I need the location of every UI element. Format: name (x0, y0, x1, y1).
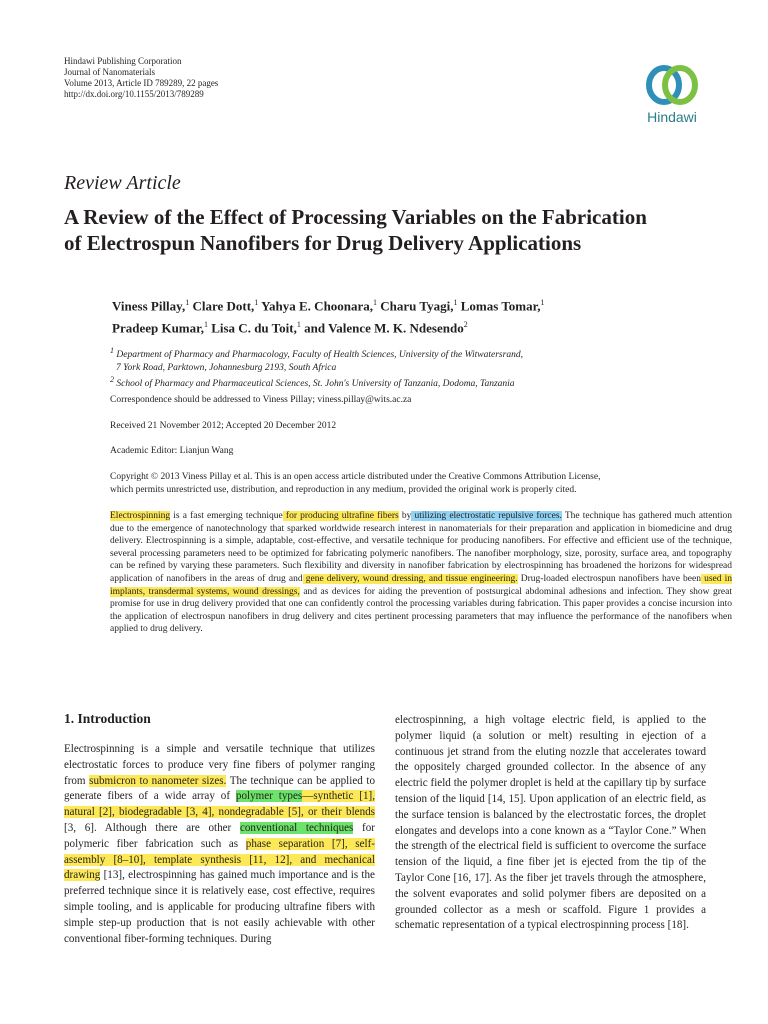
author: and Valence M. K. Ndesendo (300, 320, 464, 336)
author: Yahya E. Choonara, (258, 298, 374, 314)
received-dates: Received 21 November 2012; Accepted 20 December 2012 (110, 421, 337, 431)
highlight: utilizing electrostatic repulsive forces. (411, 511, 562, 521)
authors-line-1: Viness Pillay,$^1$ Clare Dott,$^1$ Yahya E. Choonara,$^1$ Charu Tyagi,$^1$ Lomas Tomar,$^1$ (112, 298, 545, 314)
author: Charu Tyagi, (377, 298, 454, 314)
highlight: for producing ultrafine fibers (282, 511, 399, 521)
academic-editor: Academic Editor: Lianjun Wang (110, 446, 234, 456)
hindawi-logo-text: Hindawi (647, 109, 697, 125)
highlight: phase separation [7], self-assembly [8–10], template synthesis [11, 12], and mechanical drawing (64, 837, 375, 882)
article-title (64, 204, 724, 256)
affiliation-2: $^2$ School of Pharmacy and Pharmaceutical Sciences, St. John's University of Tanzania, Dodoma, Tanzania (110, 375, 515, 390)
highlight: conventional techniques (239, 821, 354, 834)
article-type: Review Article (64, 172, 181, 194)
hindawi-logo[interactable] (636, 62, 708, 125)
doi-link[interactable]: http://dx.doi.org/10.1155/2013/789289 (64, 89, 204, 99)
highlight: submicron to nanometer sizes. (89, 774, 227, 787)
author: Lisa C. du Toit, (207, 320, 297, 336)
affiliation-1-address: 7 York Road, Parktown, Johannesburg 2193, South Africa (116, 362, 337, 373)
correspondence: Correspondence should be addressed to Viness Pillay; viness.pillay@wits.ac.za (110, 395, 412, 405)
author: Viness Pillay, (112, 298, 186, 314)
copyright-notice: Copyright © 2013 Viness Pillay et al. This is an open access article distributed under the Creative Commons Attribution License, which permits unrestricted use, distribution, and reproduction in any medium, provided the original work is properly cited. (110, 472, 601, 495)
author: Pradeep Kumar, (112, 320, 204, 336)
affiliations (110, 345, 670, 391)
volume-info: Volume 2013, Article ID 789289, 22 pages (64, 78, 219, 88)
highlight: used in implants, transdermal systems, wound dressings, (110, 573, 732, 597)
hindawi-logo-icon (642, 62, 702, 108)
abstract: Electrospinning is a fast emerging technique for producing ultrafine fibers by utilizing electrostatic repulsive forces. The technique has gathered much attention due to the emergence of nanotechnology that sparked worldwide research interest in nanomaterials for their preparation and application in biomedicine and drug delivery. Electrospinning is a simple, adaptable, cost-effective, and versatile technique for producing nanofibers. For effective and efficient use of the technique, several processing parameters need to be optimized for fabricating polymeric nanofibers. The nanofiber morphology, size, porosity, surface area, and topography can be refined by varying these parameters. Such flexibility and diversity in nanofiber fabrication by electrospinning has broadened the horizons for widespread application of nanofibers in the areas of drug and gene delivery, wound dressing, and tissue engineering. Drug-loaded electrospun nanofibers have been used in implants, transdermal systems, wound dressings, and as devices for aiding the prevention of postsurgical abdominal adhesions and infection. They show great promise for use in drug delivery provided that one can confidently control the processing variables during fabrication. This paper provides a concise incursion into the application of electrospun nanofibers in drug delivery and cites pertinent processing parameters that may influence the performance of the nanofibers when applied to drug delivery. (110, 511, 732, 635)
highlight: Electrospinning (110, 511, 171, 521)
journal-name: Journal of Nanomaterials (64, 67, 155, 77)
title-line-1: A Review of the Effect of Processing Variables on the Fabrication (64, 205, 647, 229)
affiliation-1: $^1$ Department of Pharmacy and Pharmacology, Faculty of Health Sciences, University of the Witwatersrand, (110, 346, 523, 361)
section-heading-introduction: 1. Introduction (64, 711, 151, 726)
highlight: polymer types (235, 790, 303, 803)
intro-column-2: electrospinning, a high voltage electric field, is applied to the polymer liquid (a solution or melt) resulting in ejection of a continuous jet strand from the eluting nozzle that accelerates toward the oppositely charged grounded collector. In the absence of any electric field the polymer droplet is held at the capillary tip by surface tension of the liquid [14, 15]. Upon application of an electric field, as the surface tension is balanced by the electrostatic forces, the droplet elongates and develops into a cone known as a “Taylor Cone.” When the strength of the electrical field is sufficient to overcome the surface tension of the liquid, a fine fiber jet is ejected from the tip of the Taylor Cone [16, 17]. As the fiber jet travels through the atmosphere, the solvent evaporates and solid polymer fibers are deposited on a grounded collector as a mesh or scaffold. Figure 1 provides a schematic representation of a typical electrospinning process [18]. (395, 714, 706, 932)
author-list (112, 293, 672, 338)
journal-header (64, 56, 218, 100)
highlight: gene delivery, wound dressing, and tissue engineering. (302, 573, 518, 584)
author: Lomas Tomar, (457, 298, 541, 314)
publisher-name: Hindawi Publishing Corporation (64, 56, 182, 66)
title-line-2: of Electrospun Nanofibers for Drug Delivery Applications (64, 231, 582, 255)
authors-line-2: Pradeep Kumar,$^1$ Lisa C. du Toit,$^1$ and Valence M. K. Ndesendo$^2$ (112, 320, 468, 336)
author: Clare Dott, (189, 298, 255, 314)
highlight: —synthetic [1], natural [2], biodegradable [3, 4], nondegradable [5], or their blends (64, 790, 375, 819)
intro-column-1: Electrospinning is a simple and versatile technique that utilizes electrostatic forces to produce very fine fibers of polymer ranging from submicron to nanometer sizes. The technique can be applied to generate fibers of a wide array of polymer types—synthetic [1], natural [2], biodegradable [3, 4], nondegradable [5], or their blends [3, 6]. Although there are other conventional techniques for polymeric fiber fabrication such as phase separation [7], self-assembly [8–10], template synthesis [11, 12], and mechanical drawing [13], electrospinning has gained much importance and is the preferred technique since it is relatively ease, cost effective, requires simple tooling, and is applicable for producing ultrafine fibers with simple step-up production that is not easily achievable with other conventional fiber-forming techniques. During (64, 743, 375, 945)
